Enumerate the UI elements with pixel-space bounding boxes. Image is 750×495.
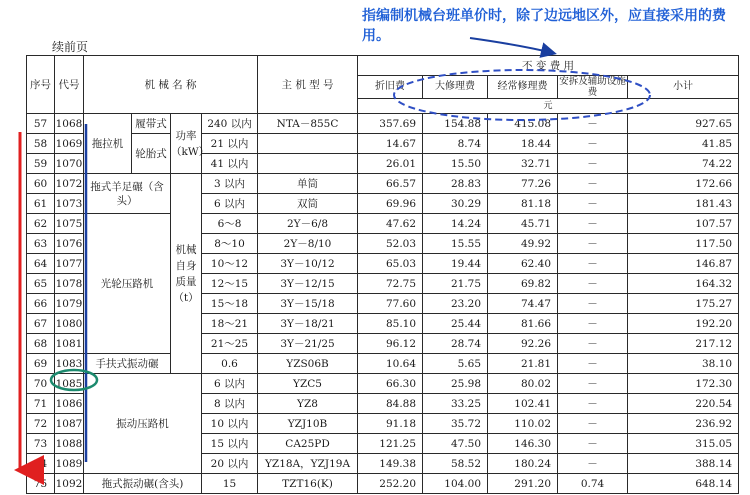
install-removal-cell: － [558,194,628,214]
header-subtotal: 小计 [628,76,739,99]
spec-cell: 240 以内 [202,114,258,134]
depreciation-cell: 66.57 [358,174,423,194]
seq-cell: 67 [27,314,55,334]
subtotal-cell: 315.05 [628,434,739,454]
overhaul-cell: 15.55 [423,234,488,254]
seq-cell: 75 [27,474,55,494]
model-cell: 2Y－8/10 [258,234,358,254]
overhaul-cell: 28.74 [423,334,488,354]
spec-cell: 6 以内 [202,194,258,214]
header-install-removal: 安拆及辅助设施费 [559,76,626,98]
subtotal-cell: 172.30 [628,374,739,394]
regular-repair-cell: 21.81 [488,354,558,374]
header-code: 代号 [55,56,84,114]
code-cell: 1078 [55,274,84,294]
header-seq: 序号 [27,56,55,114]
spec-cell: 15 以内 [202,434,258,454]
model-cell: YZJ10B [258,414,358,434]
seq-cell: 68 [27,334,55,354]
model-cell: YZS06B [258,354,358,374]
spec-cell: 8～10 [202,234,258,254]
model-cell: 3Y－15/18 [258,294,358,314]
table-row [27,214,739,234]
code-cell: 1070 [55,154,84,174]
overhaul-cell: 104.00 [423,474,488,494]
spec-cell: 21～25 [202,334,258,354]
code-cell: 1068 [55,114,84,134]
install-removal-cell: － [558,154,628,174]
regular-repair-cell: 81.18 [488,194,558,214]
depreciation-cell: 10.64 [358,354,423,374]
depreciation-cell: 69.96 [358,194,423,214]
wheeled-label: 轮胎式 [132,134,171,174]
subtotal-cell: 220.54 [628,394,739,414]
subtotal-cell: 164.32 [628,274,739,294]
regular-repair-cell: 18.44 [488,134,558,154]
depreciation-cell: 91.18 [358,414,423,434]
regular-repair-cell: 80.02 [488,374,558,394]
overhaul-cell: 30.29 [423,194,488,214]
subtotal-cell: 181.43 [628,194,739,214]
seq-cell: 61 [27,194,55,214]
header-depreciation: 折旧费 [358,76,423,99]
install-removal-cell: － [558,174,628,194]
model-cell: 3Y－21/25 [258,334,358,354]
overhaul-cell: 58.52 [423,454,488,474]
header-row-1 [27,56,739,76]
tractor-label: 拖拉机 [84,114,132,174]
regular-repair-cell: 49.92 [488,234,558,254]
overhaul-cell: 47.50 [423,434,488,454]
code-cell: 1087 [55,414,84,434]
spec-cell: 18～21 [202,314,258,334]
spec-cell: 6～8 [202,214,258,234]
table-row [27,114,739,134]
code-cell: 1081 [55,334,84,354]
install-removal-cell: － [558,394,628,414]
spec-cell: 10 以内 [202,414,258,434]
spec-cell: 20 以内 [202,454,258,474]
code-cell: 1083 [55,354,84,374]
table-row [27,174,739,194]
hand-vibro-label: 手扶式振动碾 [84,354,171,374]
vibro-roller-label: 振动压路机 [84,374,202,474]
depreciation-cell: 84.88 [358,394,423,414]
code-cell: 1080 [55,314,84,334]
install-removal-cell: － [558,414,628,434]
install-removal-cell: － [558,374,628,394]
depreciation-cell: 149.38 [358,454,423,474]
table-row [27,374,739,394]
header-regular-repair: 经常修理费 [488,76,558,99]
seq-cell: 65 [27,274,55,294]
install-removal-cell: － [558,334,628,354]
model-cell: YZ18A，YZJ19A [258,454,358,474]
install-removal-cell: － [558,294,628,314]
overhaul-cell: 33.25 [423,394,488,414]
spec-cell: 15～18 [202,294,258,314]
regular-repair-cell: 62.40 [488,254,558,274]
overhaul-cell: 23.20 [423,294,488,314]
seq-cell: 60 [27,174,55,194]
depreciation-cell: 26.01 [358,154,423,174]
regular-repair-cell: 74.47 [488,294,558,314]
seq-cell: 58 [27,134,55,154]
regular-repair-cell: 45.71 [488,214,558,234]
code-cell: 1079 [55,294,84,314]
code-cell: 1076 [55,234,84,254]
code-cell: 1072 [55,174,84,194]
regular-repair-cell: 77.26 [488,174,558,194]
model-cell: 3Y－18/21 [258,314,358,334]
seq-cell: 66 [27,294,55,314]
seq-cell: 71 [27,394,55,414]
table-row [27,134,739,154]
subtotal-cell: 236.92 [628,414,739,434]
subtotal-cell: 146.87 [628,254,739,274]
callout-note: 指编制机械台班单价时，除了边远地区外，应直接采用的费用。 [362,8,726,44]
overhaul-cell: 15.50 [423,154,488,174]
subtotal-cell: 41.85 [628,134,739,154]
model-cell: 单筒 [258,174,358,194]
sheepsfoot-label: 拖式羊足碾（含头） [84,174,171,214]
depreciation-cell: 14.67 [358,134,423,154]
install-removal-cell: － [558,214,628,234]
install-removal-cell: － [558,314,628,334]
model-cell [258,134,358,154]
depreciation-cell: 65.03 [358,254,423,274]
regular-repair-cell: 32.71 [488,154,558,174]
overhaul-cell: 14.24 [423,214,488,234]
spec-cell: 3 以内 [202,174,258,194]
model-cell: 3Y－10/12 [258,254,358,274]
depreciation-cell: 66.30 [358,374,423,394]
overhaul-cell: 154.88 [423,114,488,134]
spec-cell: 10～12 [202,254,258,274]
overhaul-cell: 28.83 [423,174,488,194]
depreciation-cell: 96.12 [358,334,423,354]
depreciation-cell: 72.75 [358,274,423,294]
smooth-roller-label: 光轮压路机 [84,214,171,354]
subtotal-cell: 217.12 [628,334,739,354]
overhaul-cell: 19.44 [423,254,488,274]
regular-repair-cell: 146.30 [488,434,558,454]
depreciation-cell: 252.20 [358,474,423,494]
depreciation-cell: 85.10 [358,314,423,334]
subtotal-cell: 107.57 [628,214,739,234]
install-removal-cell: － [558,274,628,294]
regular-repair-cell: 110.02 [488,414,558,434]
crawler-label: 履带式 [132,114,171,134]
spec-cell: 6 以内 [202,374,258,394]
header-unit: 元 [358,99,739,114]
seq-cell: 73 [27,434,55,454]
spec-cell: 0.6 [202,354,258,374]
model-cell: 2Y－6/8 [258,214,358,234]
regular-repair-cell: 180.24 [488,454,558,474]
install-removal-cell: － [558,454,628,474]
depreciation-cell: 357.69 [358,114,423,134]
overhaul-cell: 21.75 [423,274,488,294]
self-mass-label: 机械自身质量（t） [171,174,202,374]
header-invariant-cost: 不 变 费 用 [358,56,739,76]
model-cell: YZ8 [258,394,358,414]
code-cell: 1088 [55,434,84,454]
code-cell: 1085 [55,374,84,394]
overhaul-cell: 8.74 [423,134,488,154]
subtotal-cell: 192.20 [628,314,739,334]
regular-repair-cell: 291.20 [488,474,558,494]
install-removal-cell: － [558,434,628,454]
subtotal-cell: 38.10 [628,354,739,374]
depreciation-cell: 52.03 [358,234,423,254]
code-cell: 1086 [55,394,84,414]
model-cell: 3Y－12/15 [258,274,358,294]
code-cell: 1069 [55,134,84,154]
header-machine-name: 机 械 名 称 [84,56,258,114]
install-removal-cell: － [558,134,628,154]
table-row [27,474,739,494]
header-main-model: 主 机 型 号 [258,56,358,114]
model-cell: CA25PD [258,434,358,454]
seq-cell: 74 [27,454,55,474]
overhaul-cell: 35.72 [423,414,488,434]
install-removal-cell: 0.74 [558,474,628,494]
spec-cell: 41 以内 [202,154,258,174]
code-cell: 1077 [55,254,84,274]
depreciation-cell: 77.60 [358,294,423,314]
code-cell: 1073 [55,194,84,214]
seq-cell: 64 [27,254,55,274]
continued-label: 续前页 [52,40,89,54]
table-row [27,354,739,374]
seq-cell: 70 [27,374,55,394]
seq-cell: 57 [27,114,55,134]
subtotal-cell: 74.22 [628,154,739,174]
depreciation-cell: 121.25 [358,434,423,454]
model-cell [258,154,358,174]
seq-cell: 63 [27,234,55,254]
model-cell: NTA－855C [258,114,358,134]
subtotal-cell: 648.14 [628,474,739,494]
subtotal-cell: 927.65 [628,114,739,134]
spec-cell: 15 [202,474,258,494]
header-overhaul: 大修理费 [423,76,488,99]
install-removal-cell: － [558,114,628,134]
regular-repair-cell: 92.26 [488,334,558,354]
install-removal-cell: － [558,234,628,254]
overhaul-cell: 25.44 [423,314,488,334]
install-removal-cell: － [558,354,628,374]
code-cell: 1092 [55,474,84,494]
code-cell: 1089 [55,454,84,474]
depreciation-cell: 47.62 [358,214,423,234]
subtotal-cell: 175.27 [628,294,739,314]
install-removal-cell: － [558,254,628,274]
subtotal-cell: 388.14 [628,454,739,474]
regular-repair-cell: 415.08 [488,114,558,134]
spec-cell: 21 以内 [202,134,258,154]
seq-cell: 59 [27,154,55,174]
seq-cell: 62 [27,214,55,234]
power-label: 功率（kW） [171,114,202,174]
regular-repair-cell: 81.66 [488,314,558,334]
spec-cell: 8 以内 [202,394,258,414]
code-cell: 1075 [55,214,84,234]
model-cell: YZC5 [258,374,358,394]
subtotal-cell: 117.50 [628,234,739,254]
regular-repair-cell: 102.41 [488,394,558,414]
seq-cell: 69 [27,354,55,374]
model-cell: TZT16(K) [258,474,358,494]
model-cell: 双筒 [258,194,358,214]
spec-cell: 12～15 [202,274,258,294]
towed-vibro-label: 拖式振动碾(含头) [84,474,202,494]
regular-repair-cell: 69.82 [488,274,558,294]
overhaul-cell: 25.98 [423,374,488,394]
subtotal-cell: 172.66 [628,174,739,194]
seq-cell: 72 [27,414,55,434]
overhaul-cell: 5.65 [423,354,488,374]
machine-cost-table [26,55,739,494]
